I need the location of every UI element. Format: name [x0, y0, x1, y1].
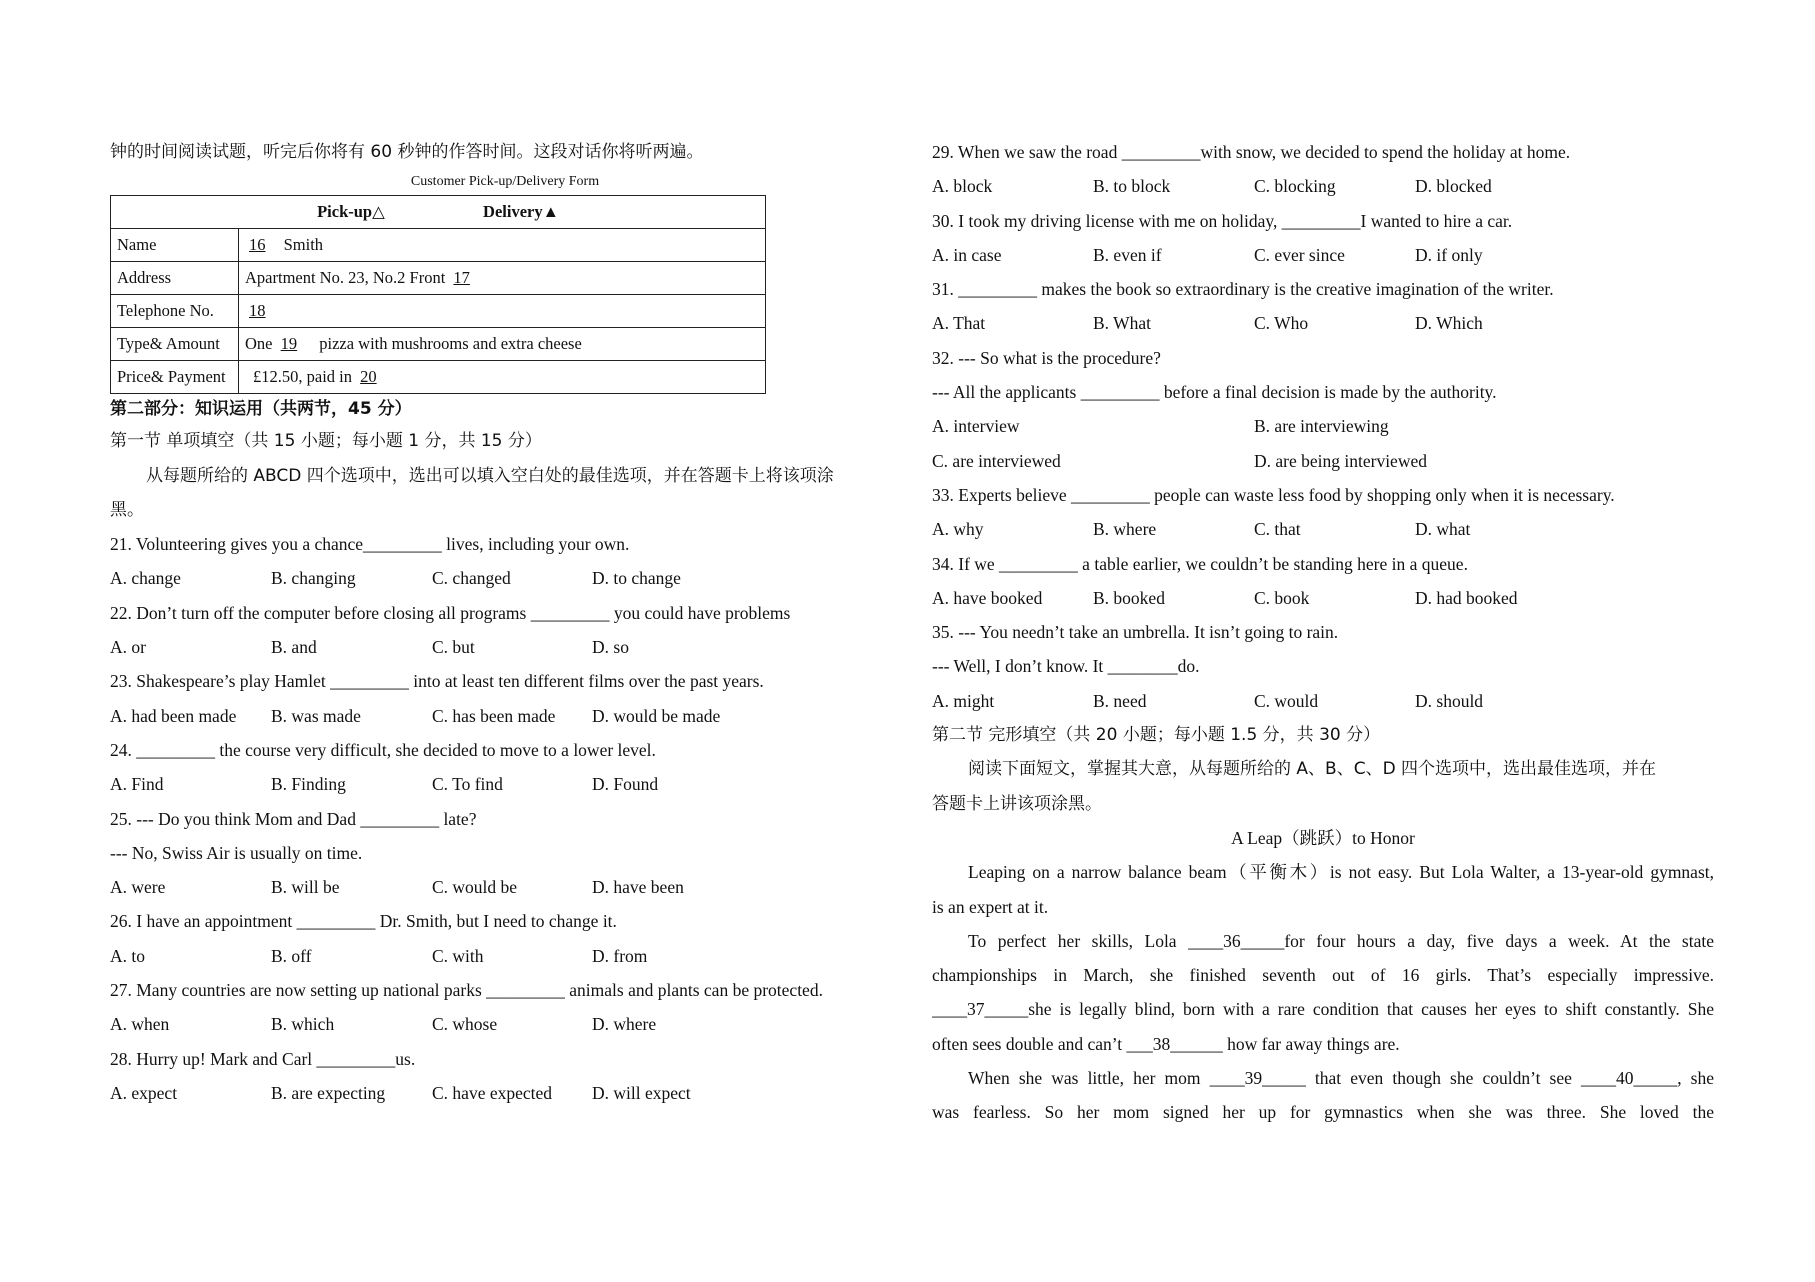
form-row-label: Address [111, 262, 239, 295]
answer-option[interactable]: B. changing [271, 568, 356, 589]
answer-option[interactable]: C. that [1254, 519, 1301, 540]
answer-option[interactable]: A. change [110, 568, 181, 589]
answer-option[interactable]: C. To find [432, 774, 503, 795]
passage-line: To perfect her skills, Lola ____36_____for four hours a day, five days a week. At the state [968, 930, 1714, 951]
question-stem: 22. Don’t turn off the computer before closing all programs _________ you could have problems [110, 602, 791, 623]
answer-option[interactable]: A. interview [932, 416, 1020, 437]
listening-intro: 钟的时间阅读试题，听完后你将有 60 秒钟的作答时间。这段对话你将听两遍。 [110, 142, 704, 162]
question-stem: 26. I have an appointment _________ Dr. Smith, but I need to change it. [110, 911, 617, 932]
options-row [932, 409, 1714, 443]
passage-line: championships in March, she finished seventh out of 16 girls. That’s especially impressive. [932, 965, 1714, 986]
question-stem: 30. I took my driving license with me on holiday, _________I wanted to hire a car. [932, 210, 1513, 231]
answer-option[interactable]: B. need [1093, 690, 1147, 711]
answer-option[interactable]: D. are being interviewed [1254, 450, 1427, 471]
answer-option[interactable]: B. even if [1093, 244, 1162, 265]
question-stem: 21. Volunteering gives you a chance_________ lives, including your own. [110, 534, 630, 555]
question-stem-cont: --- Well, I don’t know. It ________do. [932, 656, 1200, 677]
answer-option[interactable]: D. blocked [1415, 176, 1492, 197]
options-row [932, 684, 1714, 718]
passage-line: was fearless. So her mom signed her up for gymnastics when she was three. She loved the [932, 1102, 1714, 1123]
form-row: Type& Amount One 19 pizza with mushrooms and extra cheese [111, 328, 766, 361]
answer-option[interactable]: D. from [592, 945, 648, 966]
answer-option[interactable]: A. block [932, 176, 993, 197]
answer-option[interactable]: D. will expect [592, 1082, 691, 1103]
answer-option[interactable]: D. have been [592, 877, 684, 898]
section2-instructions: 阅读下面短文，掌握其大意，从每题所给的 A、B、C、D 四个选项中，选出最佳选项，并在 [968, 759, 1657, 780]
answer-option[interactable]: B. are interviewing [1254, 416, 1389, 437]
answer-option[interactable]: A. expect [110, 1082, 178, 1103]
passage-line: When she was little, her mom ____39_____ that even though she couldn’t see ____40_____, she [968, 1068, 1714, 1089]
answer-option[interactable]: D. so [592, 637, 629, 658]
form-row-label: Name [111, 229, 239, 262]
delivery-label: Delivery▲ [483, 202, 559, 222]
right-column [932, 135, 1714, 1130]
answer-option[interactable]: B. What [1093, 313, 1152, 334]
answer-option[interactable]: D. to change [592, 568, 681, 589]
answer-option[interactable]: A. might [932, 690, 995, 711]
answer-option[interactable]: D. Which [1415, 313, 1483, 334]
answer-option[interactable]: C. Who [1254, 313, 1309, 334]
question-stem: 27. Many countries are now setting up national parks _________ animals and plants can be protected. [110, 980, 823, 1001]
options-row [110, 870, 900, 904]
section1-instructions: 从每题所给的 ABCD 四个选项中，选出可以填入空白处的最佳选项，并在答题卡上将该项涂 [146, 465, 834, 486]
question-stem: 23. Shakespeare’s play Hamlet _________ into at least ten different films over the past years. [110, 671, 764, 692]
passage-line: Leaping on a narrow balance beam（平衡木）is not easy. But Lola Walter, a 13-year-old gymnast, [968, 862, 1714, 883]
answer-option[interactable]: C. but [432, 637, 475, 658]
part2-heading: 第二部分：知识运用（共两节，45 分） [110, 399, 412, 420]
left-column [110, 135, 900, 1110]
options-row [110, 767, 900, 801]
question-stem: 35. --- You needn’t take an umbrella. It isn’t going to rain. [932, 622, 1339, 643]
answer-option[interactable]: D. should [1415, 690, 1484, 711]
answer-option[interactable]: D. if only [1415, 244, 1483, 265]
answer-option[interactable]: C. whose [432, 1014, 498, 1035]
form-row: Name 16 Smith [111, 229, 766, 262]
options-row [932, 512, 1714, 546]
passage-title: A Leap（跳跃）to Honor [1231, 827, 1415, 848]
options-row [932, 238, 1714, 272]
question-stem: 25. --- Do you think Mom and Dad _________ late? [110, 808, 477, 829]
form-row-label: Price& Payment [111, 361, 239, 394]
answer-option[interactable]: B. Finding [271, 774, 346, 795]
options-row [110, 699, 900, 733]
answer-option[interactable]: B. and [271, 637, 317, 658]
section2-heading: 第二节 完形填空（共 20 小题；每小题 1.5 分，共 30 分） [932, 725, 1381, 746]
blank-17: 17 [453, 268, 470, 288]
question-stem-cont: --- No, Swiss Air is usually on time. [110, 842, 363, 863]
form-row [111, 295, 766, 328]
options-row [932, 444, 1714, 478]
answer-option[interactable]: A. to [110, 945, 145, 966]
answer-option[interactable]: B. booked [1093, 587, 1165, 608]
blank-18: 18 [249, 301, 266, 321]
pickup-label: Pick-up△ [317, 202, 385, 222]
answer-option[interactable]: C. has been made [432, 705, 556, 726]
answer-option[interactable]: A. or [110, 637, 146, 658]
form-row: Address Apartment No. 23, No.2 Front 17 [111, 262, 766, 295]
form-row-label: Type& Amount [111, 328, 239, 361]
options-row [110, 630, 900, 664]
answer-option[interactable]: A. That [932, 313, 986, 334]
answer-option[interactable]: A. were [110, 877, 166, 898]
answer-option[interactable]: D. what [1415, 519, 1471, 540]
section2-instructions-cont: 答题卡上讲该项涂黑。 [932, 793, 1102, 814]
answer-option[interactable]: C. would [1254, 690, 1319, 711]
passage-line: ____37_____she is legally blind, born with a rare condition that causes her eyes to shift constantly. She [932, 999, 1714, 1020]
form-title: Customer Pick-up/Delivery Form [410, 174, 600, 190]
answer-option[interactable]: C. ever since [1254, 244, 1345, 265]
question-stem: 29. When we saw the road _________with snow, we decided to spend the holiday at home. [932, 142, 1571, 162]
section1-instructions-cont: 黑。 [110, 499, 144, 520]
answer-option[interactable]: C. with [432, 945, 484, 966]
form-header-row [111, 196, 766, 229]
answer-option[interactable]: B. are expecting [271, 1082, 386, 1103]
answer-option[interactable]: D. would be made [592, 705, 721, 726]
section1-heading: 第一节 单项填空（共 15 小题；每小题 1 分，共 15 分） [110, 431, 542, 452]
cloze-passage [932, 855, 1714, 1129]
answer-option[interactable]: D. Found [592, 774, 659, 795]
blank-19: 19 [280, 334, 298, 354]
answer-option[interactable]: A. why [932, 519, 984, 540]
answer-option[interactable]: B. will be [271, 877, 340, 898]
options-row [932, 581, 1714, 615]
options-row [110, 939, 900, 973]
form-row: Price& Payment £12.50, paid in 20 [111, 361, 766, 394]
answer-option[interactable]: A. have booked [932, 587, 1043, 608]
answer-option[interactable]: B. off [271, 945, 312, 966]
answer-option[interactable]: B. to block [1093, 176, 1171, 197]
answer-option[interactable]: C. book [1254, 587, 1310, 608]
options-row [110, 1076, 900, 1110]
options-row [932, 169, 1714, 203]
answer-option[interactable]: D. had booked [1415, 587, 1518, 608]
passage-line: is an expert at it. [932, 896, 1049, 917]
answer-option[interactable]: B. was made [271, 705, 361, 726]
question-stem: 32. --- So what is the procedure? [932, 347, 1161, 368]
question-stem: 24. _________ the course very difficult, she decided to move to a lower level. [110, 739, 656, 760]
blank-20: 20 [360, 367, 377, 387]
form-row-label: Telephone No. [111, 295, 239, 328]
options-row [932, 306, 1714, 340]
answer-option[interactable]: C. blocking [1254, 176, 1336, 197]
questions-21-28 [110, 527, 900, 1110]
options-row [110, 561, 900, 595]
answer-option[interactable]: B. where [1093, 519, 1157, 540]
answer-option[interactable]: A. in case [932, 244, 1002, 265]
passage-line: often sees double and can’t ___38______ how far away things are. [932, 1033, 1400, 1054]
answer-option[interactable]: C. are interviewed [932, 450, 1061, 471]
question-stem: 34. If we _________ a table earlier, we couldn’t be standing here in a queue. [932, 553, 1468, 574]
questions-29-35 [932, 135, 1714, 718]
answer-option[interactable]: C. have expected [432, 1082, 553, 1103]
blank-16: 16 [249, 235, 266, 255]
question-stem: 31. _________ makes the book so extraordinary is the creative imagination of the writer. [932, 279, 1554, 300]
answer-option[interactable]: A. had been made [110, 705, 237, 726]
question-stem: 33. Experts believe _________ people can waste less food by shopping only when it is necessary. [932, 484, 1615, 505]
question-stem: 28. Hurry up! Mark and Carl _________us. [110, 1048, 416, 1069]
answer-option[interactable]: C. changed [432, 568, 511, 589]
answer-option[interactable]: A. when [110, 1014, 170, 1035]
answer-option[interactable]: B. which [271, 1014, 335, 1035]
options-row [110, 1007, 900, 1041]
delivery-form-table [110, 195, 766, 394]
answer-option[interactable]: D. where [592, 1014, 657, 1035]
answer-option[interactable]: C. would be [432, 877, 518, 898]
question-stem-cont: --- All the applicants _________ before a final decision is made by the authority. [932, 382, 1497, 403]
answer-option[interactable]: A. Find [110, 774, 164, 795]
